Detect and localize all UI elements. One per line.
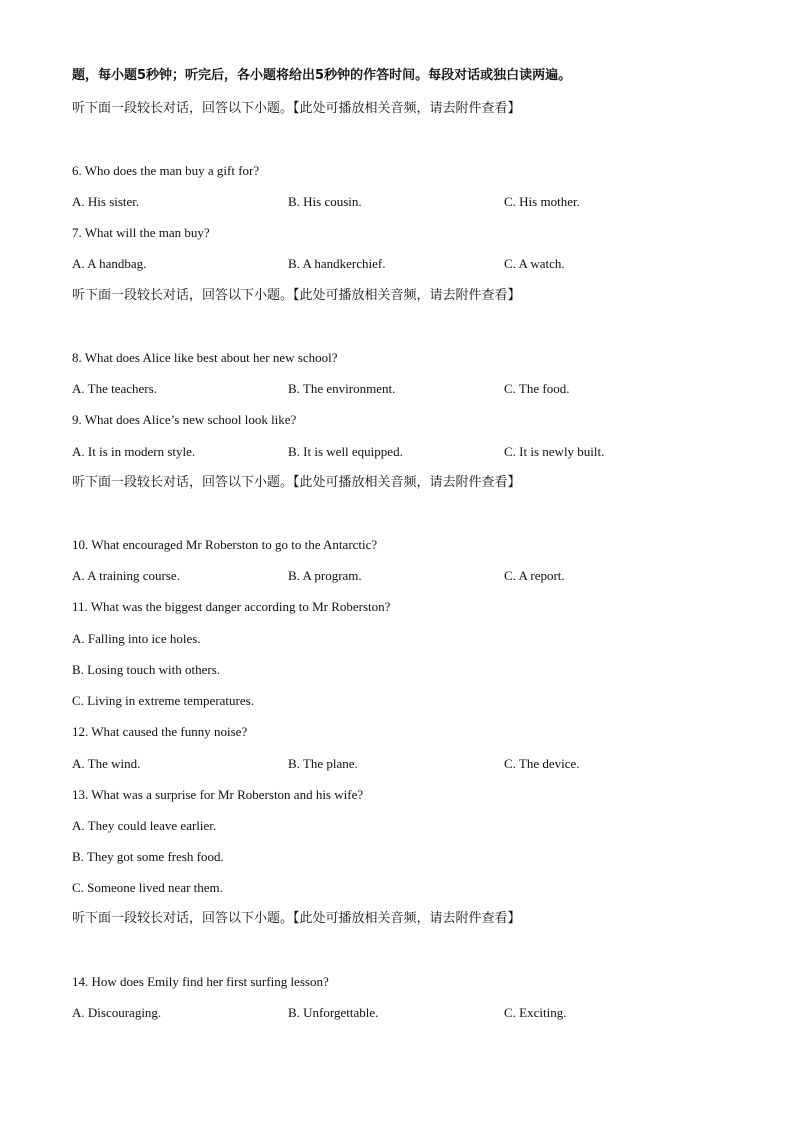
- option-b: B. The environment.: [288, 381, 396, 396]
- option-c: C. Exciting.: [504, 1005, 567, 1020]
- option-b: B. A handkerchief.: [288, 256, 386, 271]
- option-a: A. It is in modern style.: [72, 444, 196, 459]
- question-12: 12. What caused the funny noise?: [72, 724, 248, 739]
- option-c: C. Someone lived near them.: [72, 880, 223, 895]
- option-a: A. A handbag.: [72, 256, 147, 271]
- question-10: 10. What encouraged Mr Roberston to go to the Antarctic?: [72, 537, 378, 552]
- question-13: 13. What was a surprise for Mr Roberston and his wife?: [72, 787, 364, 802]
- question-9: 9. What does Alice’s new school look like?: [72, 412, 297, 427]
- option-a: A. Discouraging.: [72, 1005, 162, 1020]
- option-b: B. They got some fresh food.: [72, 849, 224, 864]
- section-instruction: 题，每小题5秒钟；听完后，各小题将给出5秒钟的作答时间。每段对话或独白读两遍。: [72, 68, 572, 83]
- option-c: C. It is newly built.: [504, 444, 605, 459]
- option-c: C. A report.: [504, 568, 565, 583]
- option-b: B. Unforgettable.: [288, 1005, 379, 1020]
- audio-note: 听下面一段较长对话，回答以下小题。【此处可播放相关音频，请去附件查看】: [72, 101, 521, 116]
- audio-note: 听下面一段较长对话，回答以下小题。【此处可播放相关音频，请去附件查看】: [72, 911, 521, 926]
- option-c: C. The food.: [504, 381, 570, 396]
- options-10: [72, 567, 752, 585]
- audio-note: 听下面一段较长对话，回答以下小题。【此处可播放相关音频，请去附件查看】: [72, 288, 521, 303]
- options-14: [72, 1004, 752, 1022]
- question-8: 8. What does Alice like best about her new school?: [72, 350, 338, 365]
- options-8: [72, 380, 752, 398]
- option-a: A. They could leave earlier.: [72, 818, 217, 833]
- options-6: [72, 193, 752, 211]
- option-a: A. A training course.: [72, 568, 180, 583]
- option-b: B. It is well equipped.: [288, 444, 403, 459]
- option-a: A. His sister.: [72, 194, 140, 209]
- question-11: 11. What was the biggest danger according to Mr Roberston?: [72, 599, 391, 614]
- options-7: [72, 255, 752, 273]
- option-b: B. Losing touch with others.: [72, 662, 221, 677]
- option-a: A. The teachers.: [72, 381, 157, 396]
- option-c: C. Living in extreme temperatures.: [72, 693, 254, 708]
- question-7: 7. What will the man buy?: [72, 225, 210, 240]
- question-14: 14. How does Emily find her first surfing lesson?: [72, 974, 329, 989]
- option-a: A. The wind.: [72, 756, 141, 771]
- option-b: B. The plane.: [288, 756, 358, 771]
- options-9: [72, 443, 752, 461]
- option-a: A. Falling into ice holes.: [72, 631, 201, 646]
- option-c: C. A watch.: [504, 256, 565, 271]
- option-b: B. His cousin.: [288, 194, 362, 209]
- option-c: C. The device.: [504, 756, 580, 771]
- options-12: [72, 755, 752, 773]
- question-6: 6. Who does the man buy a gift for?: [72, 163, 260, 178]
- option-c: C. His mother.: [504, 194, 580, 209]
- option-b: B. A program.: [288, 568, 362, 583]
- audio-note: 听下面一段较长对话，回答以下小题。【此处可播放相关音频，请去附件查看】: [72, 475, 521, 490]
